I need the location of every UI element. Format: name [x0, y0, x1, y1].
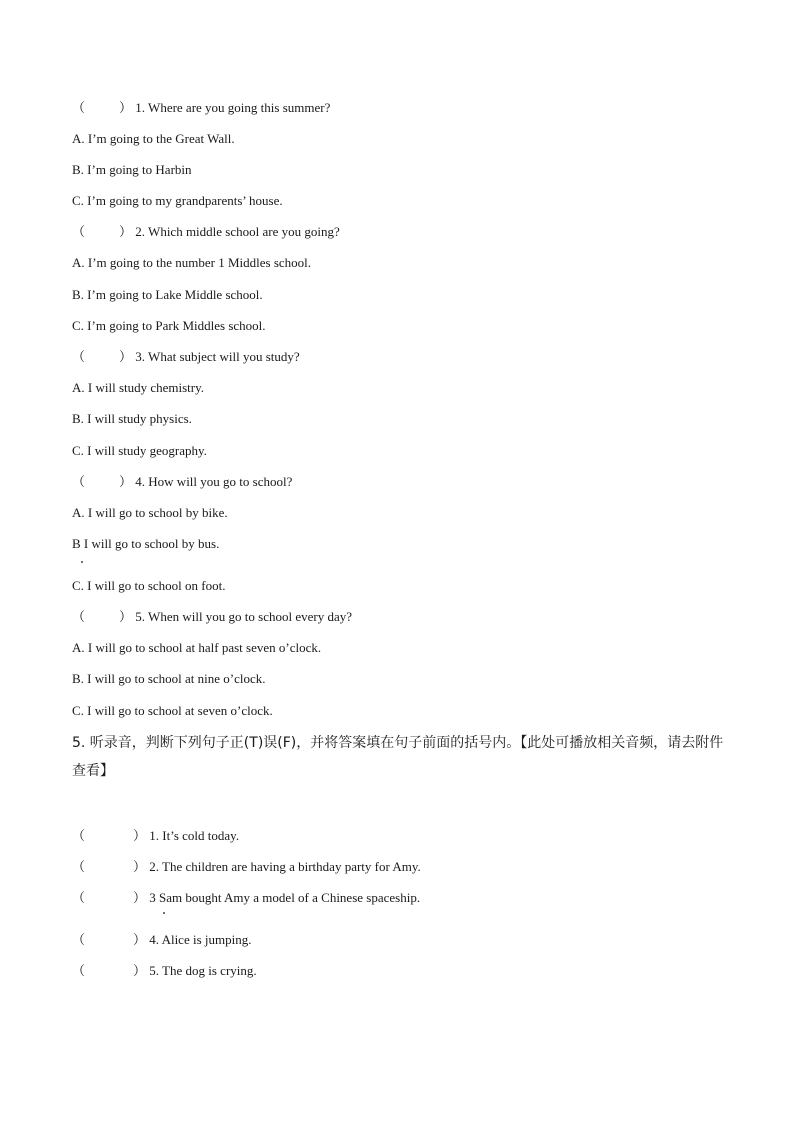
answer-bracket-close: ）: [119, 100, 133, 115]
option-a: A. I’m going to the Great Wall.: [72, 131, 235, 146]
answer-bracket-close: ）: [133, 932, 147, 947]
option-b: B I will go to school by bus.: [72, 536, 220, 551]
answer-bracket-open: （: [72, 890, 86, 905]
question-text: 1. Where are you going this summer?: [135, 100, 331, 115]
option-b: B. I’m going to Harbin: [72, 162, 192, 177]
question-5: [72, 609, 352, 625]
question-text: 5. When will you go to school every day?: [135, 609, 353, 624]
option-c: C. I will go to school on foot.: [72, 578, 226, 593]
answer-bracket-close: ）: [119, 609, 133, 624]
section-5-title: 5. 听录音，判断下列句子正(T)误(F)，并将答案填在句子前面的括号内。【此处可播放相关音频，请去附件查看】: [72, 735, 724, 779]
option-a: A. I’m going to the number 1 Middles school.: [72, 255, 312, 270]
answer-bracket-close: ）: [133, 890, 147, 905]
option-c: C. I’m going to my grandparents’ house.: [72, 193, 283, 208]
answer-bracket-open: （: [72, 224, 86, 239]
option-a: A. I will study chemistry.: [72, 380, 205, 395]
statement-text: 5. The dog is crying.: [149, 963, 257, 978]
judge-item-4: [72, 932, 251, 948]
question-text: 3. What subject will you study?: [135, 349, 300, 364]
option-b: B. I will study physics.: [72, 411, 192, 426]
option-b: B. I’m going to Lake Middle school.: [72, 287, 263, 302]
stray-dot: [81, 561, 83, 563]
question-1: [72, 100, 330, 116]
answer-bracket-close: ）: [119, 474, 133, 489]
option-a: A. I will go to school at half past seven o’clock.: [72, 640, 322, 655]
option-c: C. I will study geography.: [72, 443, 207, 458]
option-b: B. I will go to school at nine o’clock.: [72, 671, 266, 686]
question-text: 4. How will you go to school?: [135, 474, 293, 489]
statement-text: 3 Sam bought Amy a model of a Chinese spaceship.: [149, 890, 421, 905]
statement-text: 1. It’s cold today.: [149, 828, 240, 843]
question-text: 2. Which middle school are you going?: [135, 224, 340, 239]
answer-bracket-open: （: [72, 609, 86, 624]
stray-dot: [163, 912, 165, 914]
option-c: C. I will go to school at seven o’clock.: [72, 703, 273, 718]
judge-item-2: [72, 859, 421, 875]
question-2: [72, 224, 340, 240]
answer-bracket-open: （: [72, 859, 86, 874]
judge-item-3: [72, 890, 420, 906]
answer-bracket-open: （: [72, 963, 86, 978]
option-c: C. I’m going to Park Middles school.: [72, 318, 266, 333]
answer-bracket-close: ）: [119, 224, 133, 239]
answer-bracket-open: （: [72, 828, 86, 843]
question-3: [72, 349, 300, 365]
answer-bracket-open: （: [72, 100, 86, 115]
statement-text: 2. The children are having a birthday party for Amy.: [149, 859, 421, 874]
answer-bracket-close: ）: [133, 963, 147, 978]
answer-bracket-close: ）: [133, 828, 147, 843]
statement-text: 4. Alice is jumping.: [149, 932, 252, 947]
answer-bracket-open: （: [72, 349, 86, 364]
answer-bracket-close: ）: [133, 859, 147, 874]
judge-item-1: [72, 828, 239, 844]
judge-item-5: [72, 963, 257, 979]
answer-bracket-open: （: [72, 932, 86, 947]
answer-bracket-open: （: [72, 474, 86, 489]
answer-bracket-close: ）: [119, 349, 133, 364]
option-a: A. I will go to school by bike.: [72, 505, 228, 520]
question-4: [72, 474, 292, 490]
